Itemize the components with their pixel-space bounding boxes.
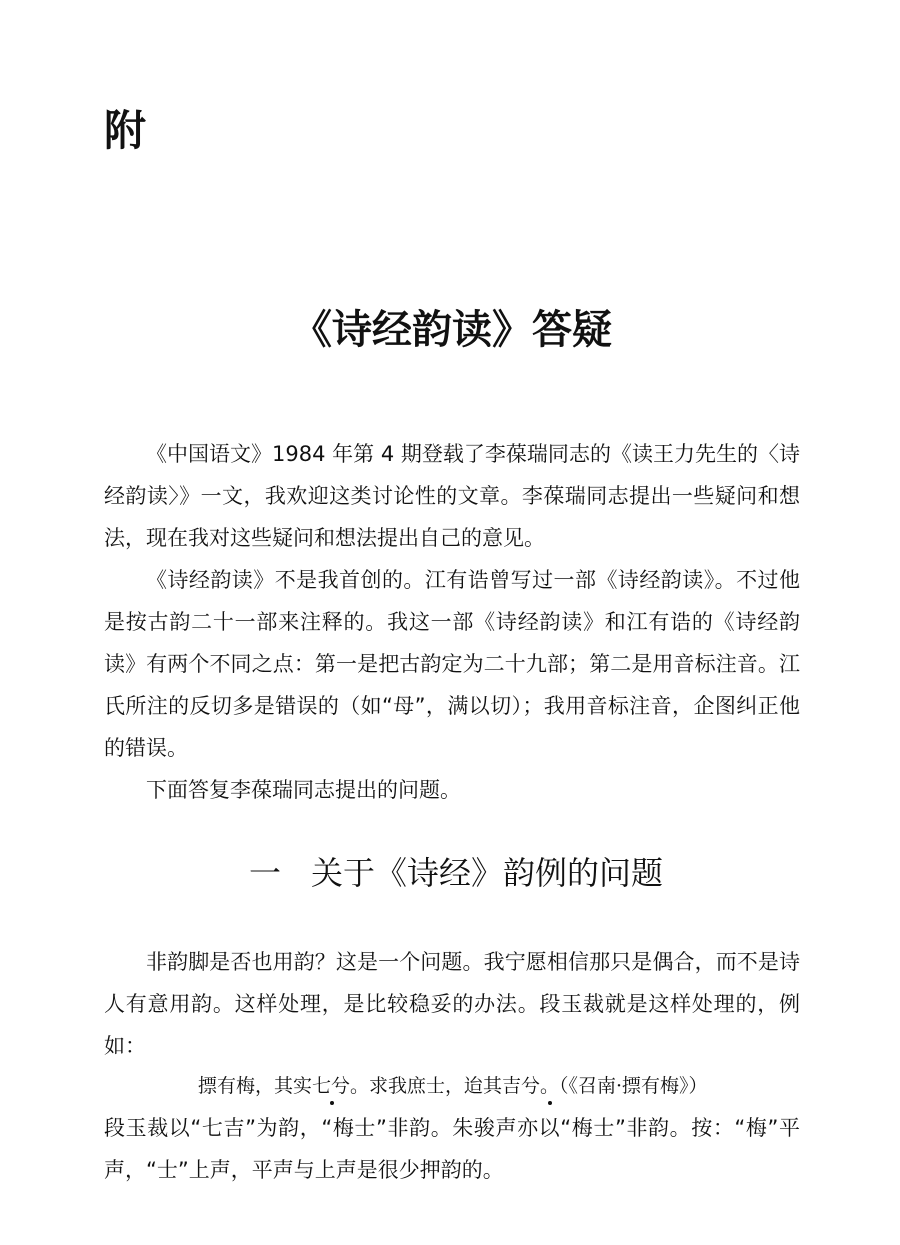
intro-paragraph-2: 《诗经韵读》不是我首创的。江有诰曾写过一部《诗经韵读》。不过他是按古韵二十一部来注释的。我这一部《诗经韵读》和江有诰的《诗经韵读》有两个不同之点：第一是把古韵定为二十九部；第二是用音标注音。江氏所注的反切多是错误的（如“母”，满以切）；我用音标注音，企图纠正他的错误。 (104, 568, 800, 760)
emphasis-dot-ji (548, 1101, 552, 1105)
section-text (104, 941, 800, 1067)
section-heading (0, 848, 900, 898)
poem-quote: 摽有梅，其实七兮。求我庶士，迨其吉兮。（《召南·摽有梅》） (198, 1075, 708, 1097)
intro-paragraph-1: 《中国语文》1984 年第 4 期登载了李葆瑞同志的《读王力先生的〈诗经韵读〉》一文，我欢迎这类讨论性的文章。李葆瑞同志提出一些疑问和想法，现在我对这些疑问和想法提出自己的意见。 (104, 442, 800, 550)
appendix-label: 附 (104, 106, 147, 155)
intro-text (104, 433, 800, 811)
section-title: 关于《诗经》韵例的问题 (311, 854, 664, 892)
article-title: 《诗经韵读》答疑 (292, 306, 612, 353)
emphasis-dot-qi (330, 1101, 334, 1105)
after-quote-text (104, 1107, 800, 1191)
intro-paragraph-3: 下面答复李葆瑞同志提出的问题。 (146, 778, 461, 802)
section-paragraph: 非韵脚是否也用韵？这是一个问题。我宁愿相信那只是偶合，而不是诗人有意用韵。这样处理，是比较稳妥的办法。段玉裁就是这样处理的，例如： (104, 950, 800, 1058)
after-quote-paragraph: 段玉裁以“七吉”为韵，“梅士”非韵。朱骏声亦以“梅士”非韵。按：“梅”平声，“士”上声，平声与上声是很少押韵的。 (104, 1116, 800, 1182)
section-number: 一 (248, 854, 281, 892)
